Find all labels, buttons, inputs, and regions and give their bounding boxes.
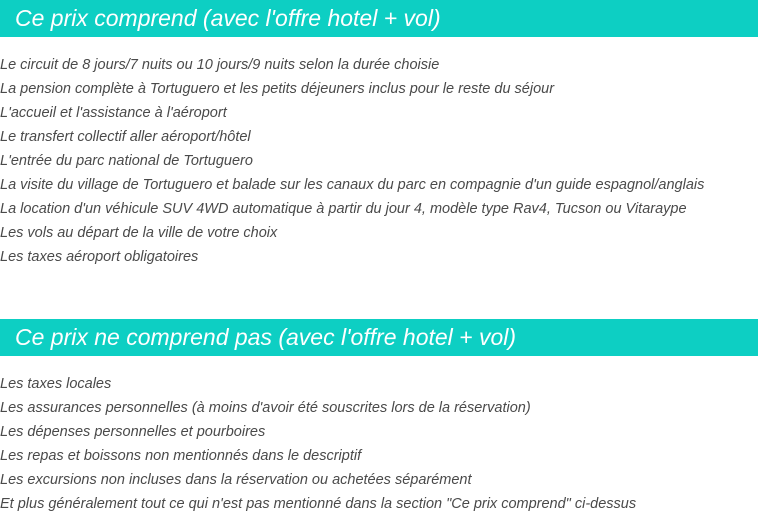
excluded-items-list — [0, 372, 636, 516]
included-item: La location d'un véhicule SUV 4WD automatique à partir du jour 4, modèle type Rav4, Tucson ou Vitaraype — [0, 201, 687, 217]
section-title-included: Ce prix comprend (avec l'offre hotel + vol) — [0, 0, 758, 37]
excluded-item: Les taxes locales — [0, 376, 112, 392]
excluded-item: Les excursions non incluses dans la réservation ou achetées séparément — [0, 472, 472, 488]
included-item: L'entrée du parc national de Tortuguero — [0, 153, 253, 169]
included-item: Le circuit de 8 jours/7 nuits ou 10 jours/9 nuits selon la durée choisie — [0, 57, 440, 73]
excluded-item: Et plus généralement tout ce qui n'est pas mentionné dans la section "Ce prix comprend" ci-dessus — [0, 496, 637, 512]
included-item: Les vols au départ de la ville de votre choix — [0, 225, 278, 241]
included-item: La visite du village de Tortuguero et balade sur les canaux du parc en compagnie d'un guide espagnol/anglais — [0, 177, 705, 193]
excluded-item: Les dépenses personnelles et pourboires — [0, 424, 266, 440]
section-title-excluded: Ce prix ne comprend pas (avec l'offre hotel + vol) — [0, 319, 758, 356]
included-items-list — [0, 53, 704, 269]
included-item: L'accueil et l'assistance à l'aéroport — [0, 105, 227, 121]
included-item: La pension complète à Tortuguero et les petits déjeuners inclus pour le reste du séjour — [0, 81, 555, 97]
excluded-item: Les assurances personnelles (à moins d'avoir été souscrites lors de la réservation) — [0, 400, 531, 416]
included-item: Les taxes aéroport obligatoires — [0, 249, 199, 265]
included-item: Le transfert collectif aller aéroport/hôtel — [0, 129, 251, 145]
excluded-item: Les repas et boissons non mentionnés dans le descriptif — [0, 448, 362, 464]
